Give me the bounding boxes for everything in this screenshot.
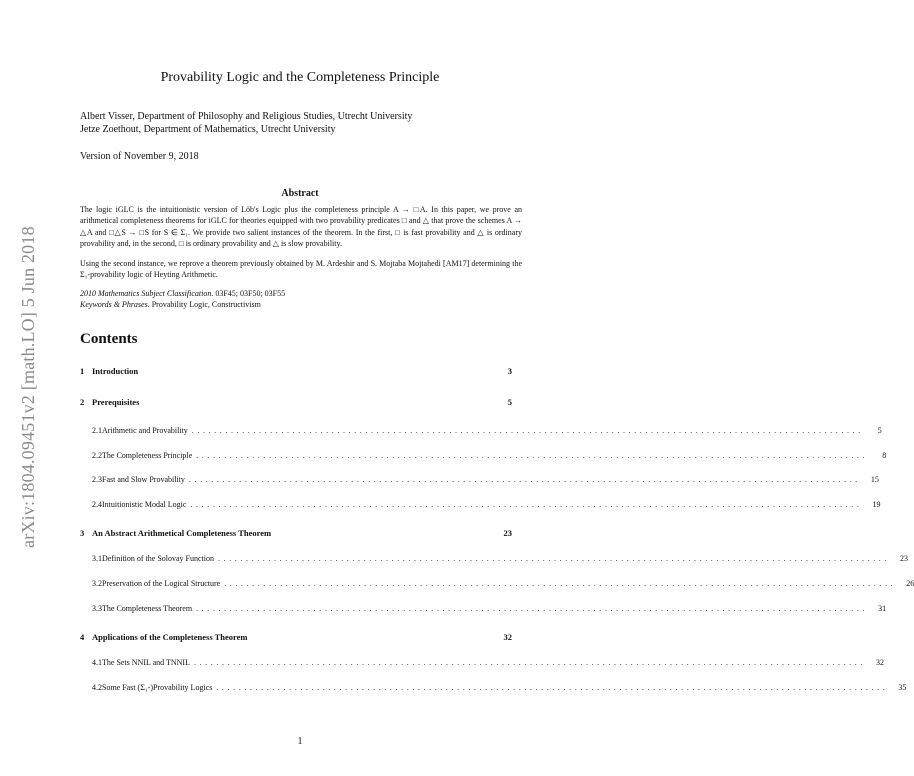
toc-entry-number: 3.1 [92,554,102,563]
toc-dot-leader: ........................................................................................................................ [191,426,864,435]
toc-dot-leader: ........................................................................................................................ [216,683,889,692]
contents-heading: Contents [80,331,138,347]
abstract-heading: Abstract [281,188,319,199]
msc-codes: 03F45; 03F50; 03F55 [215,289,286,298]
toc-dot-leader: ........................................................................................................................ [196,451,869,460]
toc-subsection-entry[interactable] [80,426,882,435]
toc-entry-number: 2.2 [92,451,102,460]
abstract-paragraph: The logic iGLC is the intuitionistic version of Löb's Logic plus the completeness principle A → □A. In this paper, we prove an arithmetical completeness theorems for iGLC for theories equipped with two provability predicates □ and △ that prove the schemes A → △A and □△S → □S for S ∈ Σ₁. We provide two salient instances of the theorem. In the first, □ is fast provability and △ is ordinary provability and, in the second, □ is ordinary provability and △ is slow provability. [80,205,522,248]
toc-entry-title: Some Fast (Σ₁-)Provability Logics [102,683,213,692]
page-number: 1 [297,736,303,747]
toc-entry-title: Fast and Slow Provability [102,475,185,484]
toc-entry-title: Definition of the Solovay Function [102,554,214,563]
toc-entry-number: 2.1 [92,426,102,435]
toc-entry-number: 1 [80,366,85,376]
toc-entry-page: 15 [870,475,879,484]
toc-subsection-entry[interactable] [80,579,914,588]
toc-entry-page: 3 [507,366,512,376]
toc-entry-number: 4.1 [92,658,102,667]
toc-entry-page: 32 [875,658,884,667]
toc-dot-leader: ........................................................................................................................ [218,554,890,563]
toc-entry-number: 2.4 [92,500,102,509]
toc-entry-page: 32 [503,632,512,642]
msc-label: 2010 Mathematics Subject Classification. [80,289,214,298]
toc-entry-title: Intuitionistic Modal Logic [102,500,187,509]
paper-title: Provability Logic and the Completeness Principle [160,70,440,85]
toc-entry-title: Prerequisites [92,397,140,407]
toc-dot-leader: ........................................................................................................................ [188,475,861,484]
toc-entry-page: 23 [503,528,512,538]
toc-entry-page: 35 [898,683,907,692]
toc-section-entry[interactable] [80,397,512,407]
toc-entry-number: 2.3 [92,475,102,484]
toc-entry-number: 3 [80,528,85,538]
toc-entry-page: 5 [507,397,512,407]
toc-entry-title: Introduction [92,366,139,376]
toc-entry-page: 26 [906,579,914,588]
toc-entry-page: 31 [878,604,887,613]
toc-entry-number: 4.2 [92,683,102,692]
toc-dot-leader: ........................................................................................................................ [193,658,866,667]
toc-entry-number: 3.2 [92,579,102,588]
toc-subsection-entry[interactable] [80,554,908,563]
toc-entry-number: 4 [80,632,85,642]
toc-entry-title: The Sets NNIL and TNNIL [102,658,190,667]
toc-entry-number: 3.3 [92,604,102,613]
toc-entry-page: 5 [877,426,882,435]
toc-entry-title: Preservation of the Logical Structure [102,579,221,588]
toc-entry-page: 8 [882,451,887,460]
toc-subsection-entry[interactable] [80,658,884,667]
toc-entry-page: 19 [872,500,881,509]
toc-section-entry[interactable] [80,366,512,376]
toc-entry-title: The Completeness Principle [102,451,193,460]
toc-dot-leader: ........................................................................................................................ [196,604,869,613]
arxiv-identifier: arXiv:1804.09451v2 [math.LO] 5 Jun 2018 [18,226,38,548]
toc-entry-page: 23 [900,554,908,563]
toc-dot-leader: ........................................................................................................................ [190,500,863,509]
toc-subsection-entry[interactable] [80,683,907,692]
toc-subsection-entry[interactable] [80,604,887,613]
toc-entry-title: The Completeness Theorem [102,604,193,613]
toc-dot-leader: ........................................................................................................................ [224,579,897,588]
keywords-value: Provability Logic, Constructivism [151,300,261,310]
toc-entry-title: Arithmetic and Provability [102,426,188,435]
author-line: Albert Visser, Department of Philosophy and Religious Studies, Utrecht University [80,111,413,122]
toc-subsection-entry[interactable] [80,475,879,484]
author-line: Jetze Zoethout, Department of Mathematics, Utrecht University [80,124,336,135]
toc-entry-title: Applications of the Completeness Theorem [92,632,248,642]
toc-entry-title: An Abstract Arithmetical Completeness Theorem [92,528,272,538]
version-date: Version of November 9, 2018 [80,151,199,162]
toc-subsection-entry[interactable] [80,451,887,460]
toc-section-entry[interactable] [80,528,512,538]
toc-entry-number: 2 [80,397,85,407]
toc-section-entry[interactable] [80,632,512,642]
keywords-label: Keywords & Phrases. [80,300,150,310]
toc-subsection-entry[interactable] [80,500,881,509]
abstract-paragraph: Using the second instance, we reprove a theorem previously obtained by M. Ardeshir and S. Mojtaba Mojtahedi [AM17] determining the Σ₁-provability logic of Heyting Arithmetic. [80,259,522,280]
